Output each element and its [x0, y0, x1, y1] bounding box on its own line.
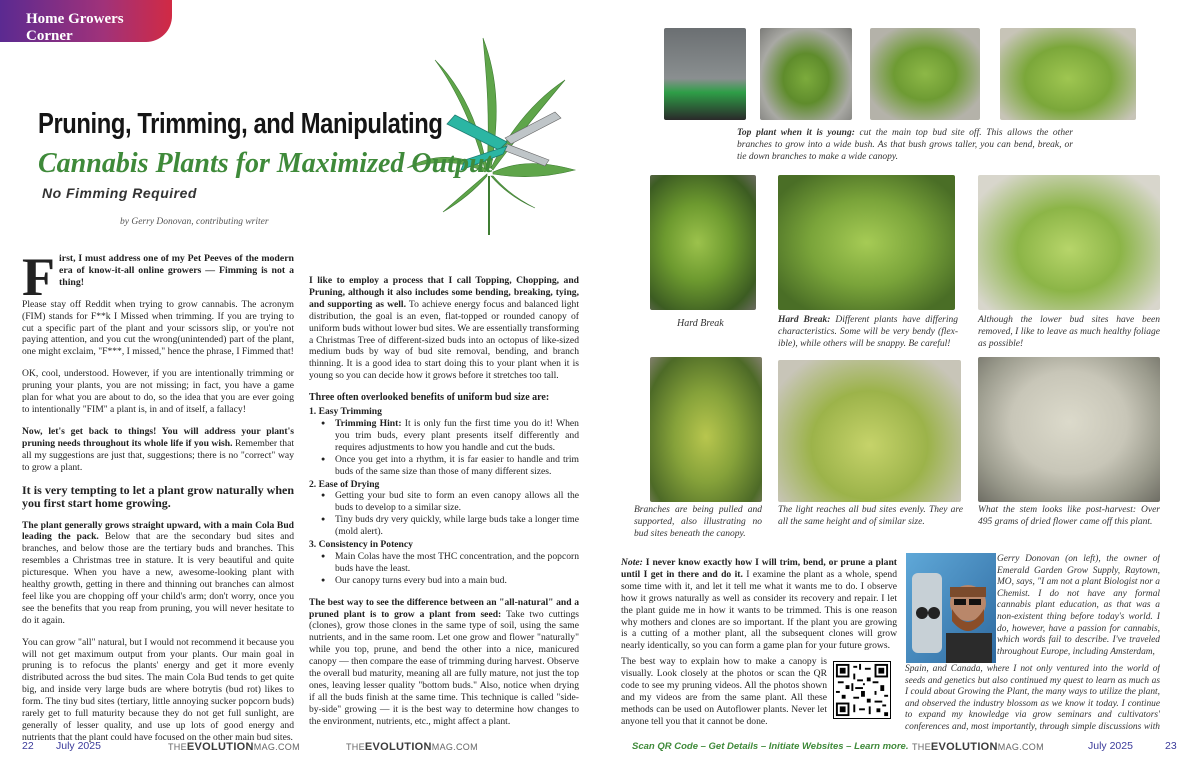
bullet-list — [321, 418, 579, 478]
article-title: Pruning, Trimming, and Manipulating — [38, 108, 443, 140]
byline: by Gerry Donovan, contributing writer — [120, 217, 269, 227]
paragraph: OK, cool, understood. However, if you are intentionally trimming or pruning your plants, you are not missing; in fact, you have a game plan for what you are about to do, so the idea that you are ever going to intentionally "FIM" a plant is, in and of itself, a fallacy! — [22, 368, 294, 415]
plant-photo — [760, 28, 852, 120]
list-item: ● Tiny buds dry very quickly, while large buds take a longer time (mold alert). — [321, 514, 579, 538]
page-number-left: 22 — [22, 740, 34, 752]
scan-qr-callout: Scan QR Code – Get Details – Initiate Websites – Learn more. — [632, 741, 909, 752]
qr-code[interactable] — [833, 661, 891, 719]
list-item: ● Getting your bud site to form an even canopy allows all the buds to develop to a similar size. — [321, 490, 579, 514]
photo-caption: Hard Break — [677, 318, 724, 329]
paragraph: You can grow "all" natural, but I would not recommend it because you will not get maximum output from your plants. Our main goal in pruning is to refocus the plants' energy and get it more evenly distributed across the bud sites. The main Cola Bud tends to get quite big, and inside very large buds are where botrytis (bud rot) likes to form. The tiny bud sites (tertiary, little annoying sucker popcorn buds) rarely get to full maturity because they do not get full sunlight, are generally of lesser quality, and use up lots of good energy and nutrients that the plant could have focused on the other main bud sites. — [22, 636, 294, 743]
plant-photo — [978, 175, 1160, 310]
photo-caption: Although the lower bud sites have been removed, I like to leave as much healthy foliage as possible! — [978, 315, 1160, 349]
page-number-right: 23 — [1165, 740, 1177, 752]
bullet-list — [321, 490, 579, 538]
benefits-heading: Three often overlooked benefits of uniform bud size are: — [309, 392, 550, 404]
plant-photo — [650, 357, 762, 502]
section-heading: It is very tempting to let a plant grow naturally when you first start home growing. — [22, 482, 294, 510]
issue-date-left: July 2025 — [56, 740, 101, 752]
section-banner: Home Growers Corner — [0, 0, 172, 42]
list-item: ● Trimming Hint: It is only fun the first time you do it! When you trim buds, every plant presents itself differently and requires adjustments to how you handle and cut the buds. — [321, 418, 579, 454]
plant-photo — [778, 360, 961, 502]
magazine-logo: THEEVOLUTIONMAG.COM — [168, 741, 300, 753]
paragraph: Now, let's get back to things! You will address your plant's pruning needs throughout its whole life if you wish. Remember that all my suggestions are just that, suggestions; there is no "correct" way to grow a plant. — [22, 425, 294, 473]
column-1 — [22, 247, 294, 754]
author-bio-continued: Spain, and Canada, where I not only ventured into the world of seeds and genetics but also continued my quest to learn as much as I could about Growing the Plant, the many ways to utilize the plant, and observed the industry blossom as we know it today. I continue to expand my knowledge via grow seminars and cultivators' conferences and, most importantly, through simple discussions with — [905, 664, 1160, 732]
column-3-canopy — [621, 656, 827, 737]
magazine-logo: THEEVOLUTIONMAG.COM — [346, 741, 478, 753]
list-item: ● Once you get into a rhythm, it is far easier to handle and trim buds of the same size than those of many different sizes. — [321, 454, 579, 478]
plant-photo — [978, 357, 1160, 502]
plant-photo — [1000, 28, 1136, 120]
plant-photo — [778, 175, 955, 310]
column-3 — [621, 557, 897, 662]
paragraph: The best way to see the difference between an "all-natural" and a pruned plant is to grow a plant from seed: Take two cuttings (clones), grow those clones in the same type of soil, using the same nutrients, and in the same room. Let one grow and flower "naturally" while you top, prune, and bend the other into a nice, manicured canopy — then compare the ease of trimming during harvest. Observe the overall bud maturity, meaning all are fully mature, not just the top ones, leaving lesser quality "bottom buds." Also, notice when drying if all the buds finish at the same time. This technique is called "side-by-side" growing — it is the best way to determine how changes to the environment, nutrients, etc., might affect a plant. — [309, 596, 579, 727]
paragraph: Please stay off Reddit when trying to grow cannabis. The acronym (FIM) stands for F**k I Missed when trimming. If you are trying to cut a specific part of the plant and your scissors slip, or you're not paying attention, and you cut the wrong(unintended) part of the plant, one might exclaim, "F***, I missed," hence the phrase, I Fimmed that! — [22, 298, 294, 358]
list-heading: 1. Easy Trimming — [309, 406, 382, 418]
photo-caption: Top plant when it is young: cut the main top bud site off. This allows the other branches to grow into a wide bush. As that bush grows taller, you can bend, break, or tie down branches to make a wide canopy. — [737, 128, 1073, 162]
paragraph: The plant generally grows straight upward, with a main Cola Bud leading the pack. Below that are the secondary bud sites and branches, and below those are the tertiary buds and branches. This resembles a Christmas tree in stature. It is very beautiful and quite picturesque. When you have a new, awesome-looking plant with healthy growth, getting in there and thinning out branches can almost feel like you are chopping off your child's arm; don't worry, once you see the benefits that you reap from pruning, you will never hesitate to do it again. — [22, 519, 294, 626]
list-item: ● Our canopy turns every bud into a main bud. — [321, 575, 579, 587]
list-heading: 2. Ease of Drying — [309, 478, 380, 490]
plant-photo — [664, 28, 746, 120]
list-item: ● Main Colas have the most THC concentration, and the popcorn buds have the least. — [321, 551, 579, 575]
list-heading: 3. Consistency in Potency — [309, 539, 413, 551]
column-2 — [309, 275, 579, 738]
paragraph: I like to employ a process that I call Topping, Chopping, and Pruning, although it also includes some bending, breaking, tying, and supporting as well. To achieve energy focus and balanced light distribution, the goal is an even, flat-topped or rounded canopy of uniform buds without lower bud sites. We are essentially transforming a Christmas Tree of different-sized buds into an octopus of like-sized medium buds by way of bud site removal, bending, and branch thinning. It is a good idea to start doing this to your plant when it is young so you can decide how it grows before it stretches too tall. — [309, 275, 579, 382]
paragraph: The best way to explain how to make a canopy is visually. Look closely at the photos or scan the QR code to see my pruning videos. All the photos shown and my videos are from the same plant. All these methods can be used on Autoflower plants. Never let anyone tell you that it cannot be done. — [621, 656, 827, 727]
article-title-line2: Cannabis Plants for Maximized Output — [38, 148, 493, 179]
plant-photo — [870, 28, 980, 120]
note-paragraph: Note: I never know exactly how I will trim, bend, or prune a plant until I get in there and do it. I examine the plant as a whole, spend some time with it, and let it tell me what it wants me to do. I observe how it grows naturally as well as consider its recovery and repair. I let the plant guide me in how it wants to be trimmed. This is one reason why mothers and clones are so important. If the plant you are growing is a cutting of a mother plant, all the subsequent clones will grow nearly identically, so you can form a game plan for your future grows. — [621, 557, 897, 652]
photo-caption: The light reaches all bud sites evenly. They are all the same height and of similar size. — [778, 505, 963, 527]
author-photo — [906, 553, 996, 663]
issue-date-right: July 2025 — [1088, 740, 1133, 752]
bullet-list — [321, 551, 579, 587]
plant-photo — [650, 175, 756, 310]
lead-paragraph: irst, I must address one of my Pet Peeves of the modern era of know-it-all online growers — Fimming is not a thing! — [59, 253, 294, 288]
drop-cap: F — [22, 247, 55, 307]
photo-caption: Hard Break: Different plants have differing characteristics. Some will be very bendy (flex-ible), while others will be snappy. Be careful! — [778, 315, 959, 349]
magazine-logo: THEEVOLUTIONMAG.COM — [912, 741, 1044, 753]
author-bio: Gerry Donovan (on left), the owner of Emerald Garden Grow Supply, Raytown, MO, says, "I am not a plant Biologist nor a Chemist. I do not have any formal cannabis plant education, as that was a non-existent thing before today's world. I do, however, have a passion for cannabis, which words fail to describe. I've traveled throughout Europe, including Amsterdam, — [997, 554, 1160, 657]
photo-caption: What the stem looks like post-harvest: Over 495 grams of dried flower came off this plant. — [978, 505, 1160, 527]
article-subtitle: No Fimming Required — [42, 185, 197, 201]
photo-caption: Branches are being pulled and supported, also illustrating no bud sites beneath the canopy. — [634, 505, 762, 539]
